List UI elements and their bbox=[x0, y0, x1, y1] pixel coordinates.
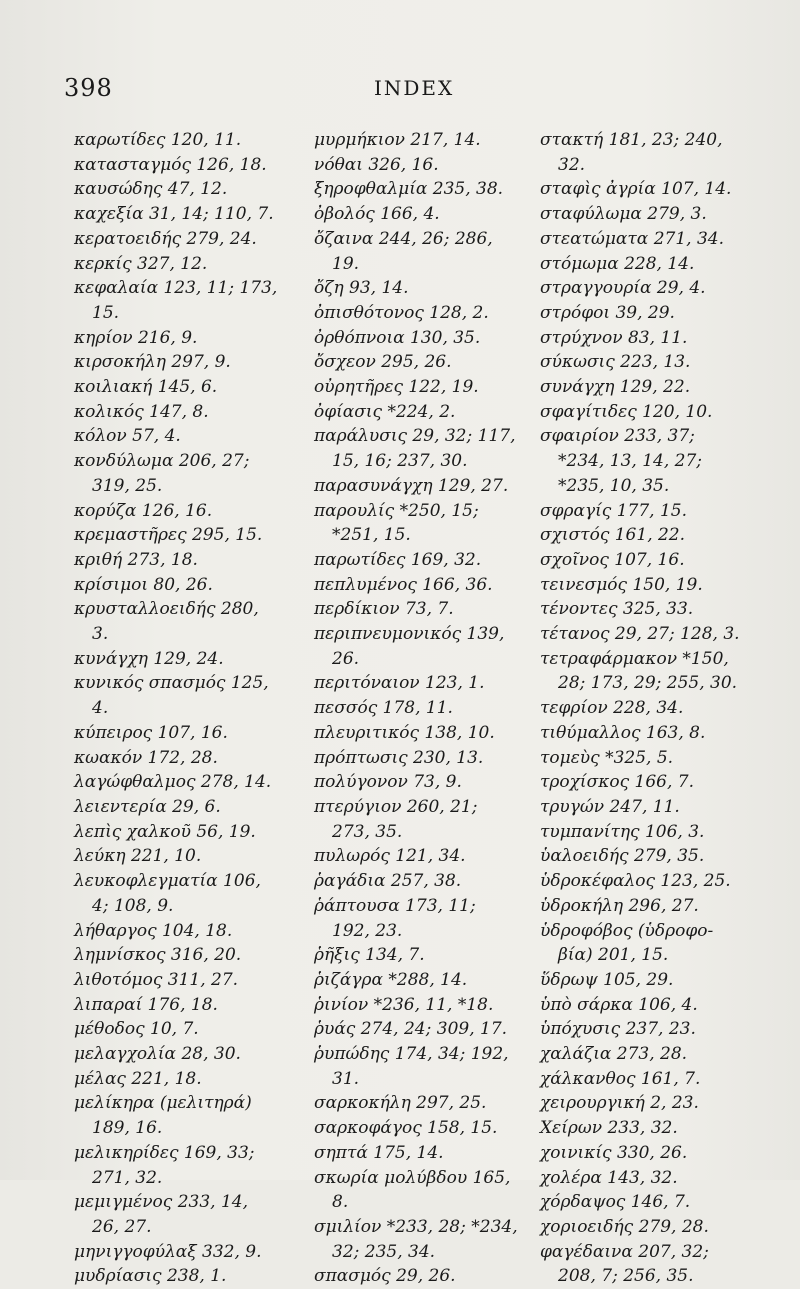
index-entry: καρωτίδες 120, 11. bbox=[74, 130, 242, 150]
index-entry: ὑπὸ σάρκα 106, 4. bbox=[540, 994, 698, 1015]
index-entry-continuation: βία) 201, 15. bbox=[558, 945, 669, 966]
index-entry: κρίσιμοι 80, 26. bbox=[74, 574, 213, 595]
index-entry: λειεντερία 29, 6. bbox=[74, 796, 221, 817]
index-entry-continuation: 15. bbox=[92, 302, 120, 323]
index-entry: τένοντες 325, 33. bbox=[540, 599, 694, 620]
index-entry: πεσσός 178, 11. bbox=[314, 698, 453, 719]
index-entry: μηνιγγοφύλαξ 332, 9. bbox=[74, 1241, 262, 1262]
index-entry: μελικηρίδες 169, 33; bbox=[74, 1142, 255, 1163]
index-entry: περιτόναιον 123, 1. bbox=[314, 673, 485, 694]
index-entry: σηπτά 175, 14. bbox=[314, 1142, 444, 1163]
index-entry-continuation: 26, 27. bbox=[92, 1216, 152, 1237]
index-entry: ῥῆξις 134, 7. bbox=[314, 945, 425, 966]
index-entry: χαλάζια 273, 28. bbox=[540, 1044, 688, 1065]
index-entry: λιθοτόμος 311, 27. bbox=[74, 969, 239, 990]
index-entry-continuation: 3. bbox=[92, 624, 109, 645]
index-entry: μέλας 221, 18. bbox=[74, 1068, 202, 1089]
index-entry: καχεξία 31, 14; 110, 7. bbox=[74, 204, 274, 225]
index-entry-continuation: 26. bbox=[332, 648, 360, 669]
index-entry: ὀφίασις *224, 2. bbox=[314, 401, 456, 422]
index-entry: πρόπτωσις 230, 13. bbox=[314, 747, 484, 768]
index-entry-continuation: 19. bbox=[332, 253, 360, 274]
index-entry: στρύχνον 83, 11. bbox=[540, 327, 688, 348]
page-header bbox=[64, 74, 764, 110]
index-entry: ὑαλοειδής 279, 35. bbox=[540, 846, 705, 867]
index-entry: λημνίσκος 316, 20. bbox=[74, 945, 242, 966]
index-entry: πυλωρός 121, 34. bbox=[314, 846, 466, 867]
index-entry: συνάγχη 129, 22. bbox=[540, 377, 691, 398]
index-entry: νόθαι 326, 16. bbox=[314, 154, 439, 175]
index-entry: λευκοφλεγματία 106, bbox=[74, 871, 261, 892]
index-entry: τεφρίον 228, 34. bbox=[540, 698, 684, 719]
index-entry: κορύζα 126, 16. bbox=[74, 500, 213, 521]
index-entry: κοιλιακή 145, 6. bbox=[74, 377, 218, 398]
index-entry-continuation: *235, 10, 35. bbox=[558, 475, 670, 496]
index-entry-continuation: 32; 235, 34. bbox=[332, 1241, 436, 1262]
index-entry: σαρκοφάγος 158, 15. bbox=[314, 1118, 498, 1139]
index-entry: ὕδρωψ 105, 29. bbox=[540, 969, 674, 990]
index-entry: τιθύμαλλος 163, 8. bbox=[540, 722, 706, 743]
index-entry: κρυσταλλοειδής 280, bbox=[74, 599, 259, 620]
index-entry: ὀπισθότονος 128, 2. bbox=[314, 302, 489, 323]
index-entry: κιρσοκήλη 297, 9. bbox=[74, 352, 231, 373]
index-entry: κολικός 147, 8. bbox=[74, 401, 209, 422]
index-entry: σφραγίς 177, 15. bbox=[540, 500, 688, 521]
index-entry: κωακόν 172, 28. bbox=[74, 747, 218, 768]
index-entry: κεφαλαία 123, 11; 173, bbox=[74, 278, 278, 299]
index-entry: ὄζαινα 244, 26; 286, bbox=[314, 228, 493, 249]
index-entry: στρόφοι 39, 29. bbox=[540, 302, 675, 323]
index-entry-continuation: 319, 25. bbox=[92, 475, 163, 496]
index-entry: ὄσχεον 295, 26. bbox=[314, 352, 452, 373]
index-entry: τροχίσκος 166, 7. bbox=[540, 772, 694, 793]
index-entry: στραγγουρία 29, 4. bbox=[540, 278, 706, 299]
index-entry: σταφύλωμα 279, 3. bbox=[540, 204, 707, 225]
index-entry: λεπὶς χαλκοῦ 56, 19. bbox=[74, 821, 256, 842]
index-entry: κονδύλωμα 206, 27; bbox=[74, 451, 250, 472]
index-entry: σαρκοκήλη 297, 25. bbox=[314, 1093, 487, 1114]
index-entry: κερκίς 327, 12. bbox=[74, 253, 208, 274]
index-entry: κυνικός σπασμός 125, bbox=[74, 673, 269, 694]
index-entry: σχοῖνος 107, 16. bbox=[540, 549, 685, 570]
index-entry: στακτή 181, 23; 240, bbox=[540, 130, 723, 150]
index-entry-continuation: 271, 32. bbox=[92, 1167, 163, 1188]
index-entry: κυνάγχη 129, 24. bbox=[74, 648, 224, 669]
index-entry: περδίκιον 73, 7. bbox=[314, 599, 454, 620]
index-entry: κριθή 273, 18. bbox=[74, 549, 198, 570]
index-entry: ὀβολός 166, 4. bbox=[314, 204, 440, 225]
index-entry: κρεμαστῆρες 295, 15. bbox=[74, 525, 263, 546]
index-entry: σπασμός 29, 26. bbox=[314, 1266, 456, 1287]
index-entry: σταφὶς ἀγρία 107, 14. bbox=[540, 179, 732, 200]
index-entry: Χείρων 233, 32. bbox=[540, 1118, 678, 1139]
index-entry: τομεὺς *325, 5. bbox=[540, 747, 674, 768]
index-entry: ὑπόχυσις 237, 23. bbox=[540, 1019, 696, 1040]
index-entry-continuation: 273, 35. bbox=[332, 821, 403, 842]
index-entry: ῥιζάγρα *288, 14. bbox=[314, 969, 468, 990]
index-entry: ῥυάς 274, 24; 309, 17. bbox=[314, 1019, 508, 1040]
index-entry: τετραφάρμακον *150, bbox=[540, 648, 729, 669]
index-entry: κύπειρος 107, 16. bbox=[74, 722, 228, 743]
index-entry: σφαιρίον 233, 37; bbox=[540, 426, 695, 447]
index-entry: χολέρα 143, 32. bbox=[540, 1167, 678, 1188]
index-entry-continuation: *251, 15. bbox=[332, 525, 411, 546]
index-entry-continuation: 8. bbox=[332, 1192, 349, 1213]
index-entry: τεινεσμός 150, 19. bbox=[540, 574, 703, 595]
index-entry: ξηροφθαλμία 235, 38. bbox=[314, 179, 504, 200]
index-entry: σχιστός 161, 22. bbox=[540, 525, 686, 546]
index-entry: λεύκη 221, 10. bbox=[74, 846, 202, 867]
index-entry: πλευριτικός 138, 10. bbox=[314, 722, 495, 743]
index-entry: μεμιγμένος 233, 14, bbox=[74, 1192, 249, 1213]
index-entry-continuation: 15, 16; 237, 30. bbox=[332, 451, 468, 472]
index-entry: κατασταγμός 126, 18. bbox=[74, 154, 267, 175]
index-entry: ῥάπτουσα 173, 11; bbox=[314, 895, 476, 916]
index-entry: χάλκανθος 161, 7. bbox=[540, 1068, 701, 1089]
index-entry: καυσώδης 47, 12. bbox=[74, 179, 228, 200]
index-entry: οὐρητῆρες 122, 19. bbox=[314, 377, 479, 398]
index-entry: χόρδαψος 146, 7. bbox=[540, 1192, 691, 1213]
index-entry: παράλυσις 29, 32; 117, bbox=[314, 426, 516, 447]
index-entry-continuation: 208, 7; 256, 35. bbox=[558, 1266, 694, 1287]
index-entry: μελαγχολία 28, 30. bbox=[74, 1044, 241, 1065]
index-entry: πτερύγιον 260, 21; bbox=[314, 796, 478, 817]
page-number: 398 bbox=[64, 74, 113, 102]
index-entry: μυδρίασις 238, 1. bbox=[74, 1266, 227, 1287]
index-entry: μυρμήκιον 217, 14. bbox=[314, 130, 481, 150]
index-entry-continuation: 31. bbox=[332, 1068, 360, 1089]
index-entry: σφαγίτιδες 120, 10. bbox=[540, 401, 713, 422]
index-entry: λιπαραί 176, 18. bbox=[74, 994, 218, 1015]
index-entry: ὑδροκήλη 296, 27. bbox=[540, 895, 699, 916]
index-entry: χειρουργική 2, 23. bbox=[540, 1093, 699, 1114]
index-entry-continuation: 192, 23. bbox=[332, 920, 403, 941]
index-entry-continuation: 4; 108, 9. bbox=[92, 895, 174, 916]
index-entry: κηρίον 216, 9. bbox=[74, 327, 198, 348]
index-entry: τρυγών 247, 11. bbox=[540, 796, 680, 817]
index-entry: χοινικίς 330, 26. bbox=[540, 1142, 688, 1163]
index-entry: ὀρθόπνοια 130, 35. bbox=[314, 327, 481, 348]
index-entry: μέθοδος 10, 7. bbox=[74, 1019, 199, 1040]
index-column-1 bbox=[74, 128, 299, 1289]
index-entry: ὑδροφόβος (ὑδροφο- bbox=[540, 920, 714, 941]
index-entry: παρασυνάγχη 129, 27. bbox=[314, 475, 509, 496]
index-entry: ὑδροκέφαλος 123, 25. bbox=[540, 871, 731, 892]
index-entry: στόμωμα 228, 14. bbox=[540, 253, 695, 274]
index-entry: σύκωσις 223, 13. bbox=[540, 352, 691, 373]
index-entry: παρουλίς *250, 15; bbox=[314, 500, 479, 521]
index-column-3 bbox=[540, 128, 780, 1289]
index-entry-continuation: 28; 173, 29; 255, 30. bbox=[558, 673, 738, 694]
index-entry: τέτανος 29, 27; 128, 3. bbox=[540, 624, 740, 645]
index-entry: σκωρία μολύβδου 165, bbox=[314, 1167, 511, 1188]
index-entry: ῥινίον *236, 11, *18. bbox=[314, 994, 494, 1015]
running-title: INDEX bbox=[374, 76, 455, 100]
index-entry: τυμπανίτης 106, 3. bbox=[540, 821, 705, 842]
index-entry: κερατοειδής 279, 24. bbox=[74, 228, 257, 249]
index-entry: πεπλυμένος 166, 36. bbox=[314, 574, 493, 595]
index-entry: περιπνευμονικός 139, bbox=[314, 624, 505, 645]
index-entry: λαγώφθαλμος 278, 14. bbox=[74, 772, 272, 793]
index-entry: παρωτίδες 169, 32. bbox=[314, 549, 482, 570]
index-entry: πολύγονον 73, 9. bbox=[314, 772, 462, 793]
index-column-2 bbox=[314, 128, 539, 1289]
index-entry: στεατώματα 271, 34. bbox=[540, 228, 724, 249]
index-entry-continuation: *234, 13, 14, 27; bbox=[558, 451, 702, 472]
index-entry: ὄζη 93, 14. bbox=[314, 278, 409, 299]
index-entry: χοριοειδής 279, 28. bbox=[540, 1216, 709, 1237]
index-entry: σμιλίον *233, 28; *234, bbox=[314, 1216, 518, 1237]
index-entry-continuation: 189, 16. bbox=[92, 1118, 163, 1139]
index-entry-continuation: 4. bbox=[92, 698, 109, 719]
index-entry: κόλον 57, 4. bbox=[74, 426, 181, 447]
index-entry: ῥαγάδια 257, 38. bbox=[314, 871, 462, 892]
index-columns bbox=[74, 128, 774, 1287]
index-entry: φαγέδαινα 207, 32; bbox=[540, 1241, 709, 1262]
index-entry: ῥυπώδης 174, 34; 192, bbox=[314, 1044, 509, 1065]
index-entry: λήθαργος 104, 18. bbox=[74, 920, 233, 941]
index-entry: μελίκηρα (μελιτηρά) bbox=[74, 1093, 252, 1114]
index-entry-continuation: 32. bbox=[558, 154, 586, 175]
